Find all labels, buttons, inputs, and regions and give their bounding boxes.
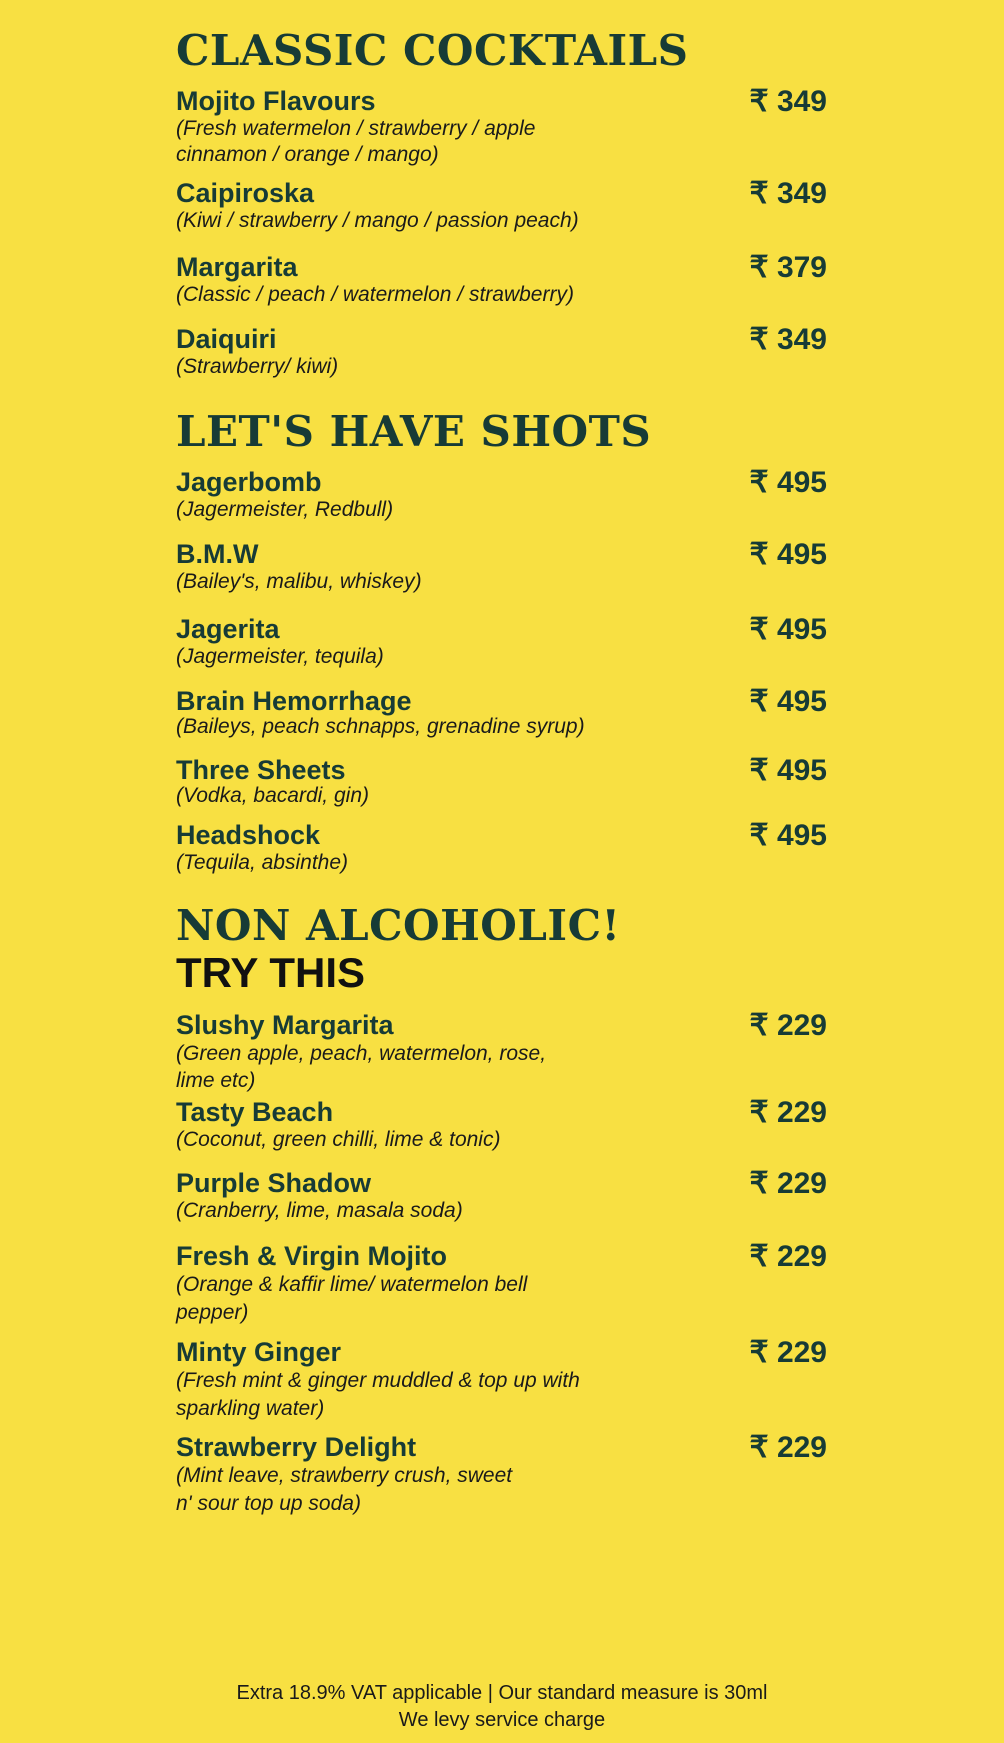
menu-item (176, 178, 836, 234)
menu-item (176, 1241, 836, 1327)
item-name: Daiquiri (176, 324, 277, 354)
menu-item (176, 1432, 836, 1518)
item-price: ₹ 495 (749, 685, 827, 718)
item-name: Jagerita (176, 614, 280, 644)
item-description: (Bailey's, malibu, whiskey) (176, 570, 422, 593)
item-name: Mojito Flavours (176, 86, 376, 116)
item-description: (Baileys, peach schnapps, grenadine syrup) (176, 715, 585, 738)
footer-vat-note: Extra 18.9% VAT applicable | Our standard measure is 30ml (236, 1682, 768, 1704)
item-description: (Green apple, peach, watermelon, rose, lime etc) (176, 1042, 547, 1092)
item-price: ₹ 495 (749, 466, 827, 499)
item-price: ₹ 379 (749, 251, 827, 284)
item-price: ₹ 495 (749, 819, 827, 852)
item-description: (Vodka, bacardi, gin) (176, 784, 369, 807)
menu-item (176, 1337, 836, 1423)
item-name: Margarita (176, 252, 298, 282)
menu-item (176, 820, 836, 876)
item-price: ₹ 229 (749, 1431, 827, 1464)
item-name: Caipiroska (176, 178, 315, 208)
footer-service-charge-note: We levy service charge (398, 1709, 606, 1731)
item-description: (Jagermeister, tequila) (176, 645, 384, 668)
item-price: ₹ 229 (749, 1336, 827, 1369)
menu-item (176, 1168, 836, 1224)
item-name: Tasty Beach (176, 1097, 334, 1127)
footer-note (0, 1680, 1004, 1734)
item-description: (Mint leave, strawberry crush, sweet n' sour top up soda) (176, 1464, 513, 1515)
menu-item (176, 539, 836, 595)
item-price: ₹ 349 (749, 177, 827, 210)
item-name: Purple Shadow (176, 1168, 372, 1198)
item-name: Three Sheets (176, 755, 346, 785)
item-name: Jagerbomb (176, 467, 322, 497)
item-name: Headshock (176, 820, 321, 850)
section-title-classic-cocktails: CLASSIC COCKTAILS (176, 26, 689, 75)
menu-item (176, 252, 836, 308)
item-price: ₹ 495 (749, 538, 827, 571)
menu-item (176, 1097, 836, 1153)
menu-item (176, 467, 836, 523)
item-description: (Cranberry, lime, masala soda) (176, 1199, 463, 1222)
item-price: ₹ 229 (749, 1240, 827, 1273)
item-price: ₹ 229 (749, 1167, 827, 1200)
menu-item (176, 755, 836, 807)
section-subtitle-try-this: TRY THIS (176, 949, 366, 996)
item-price: ₹ 349 (749, 323, 827, 356)
section-title-shots: LET'S HAVE SHOTS (176, 407, 652, 456)
menu-item (176, 324, 836, 380)
item-name: B.M.W (176, 539, 259, 569)
item-description: (Fresh watermelon / strawberry / apple cinnamon / orange / mango) (176, 117, 536, 166)
item-price: ₹ 229 (749, 1096, 827, 1129)
menu-item (176, 1010, 836, 1094)
item-name: Fresh & Virgin Mojito (176, 1241, 448, 1271)
item-description: (Classic / peach / watermelon / strawberry) (176, 283, 574, 306)
item-description: (Jagermeister, Redbull) (176, 498, 394, 521)
section-title-non-alcoholic: NON ALCOHOLIC! (176, 901, 621, 950)
item-name: Slushy Margarita (176, 1010, 394, 1040)
item-description: (Kiwi / strawberry / mango / passion peach) (176, 209, 579, 232)
item-price: ₹ 495 (749, 754, 827, 787)
menu-item (176, 614, 836, 670)
item-name: Minty Ginger (176, 1337, 342, 1367)
item-description: (Fresh mint & ginger muddled & top up with sparkling water) (176, 1369, 580, 1420)
menu-item (176, 686, 836, 738)
item-name: Brain Hemorrhage (176, 686, 412, 716)
item-price: ₹ 495 (749, 613, 827, 646)
item-price: ₹ 229 (749, 1009, 827, 1042)
item-price: ₹ 349 (749, 85, 827, 118)
item-description: (Tequila, absinthe) (176, 851, 348, 874)
menu-item (176, 86, 836, 168)
item-description: (Coconut, green chilli, lime & tonic) (176, 1128, 501, 1151)
item-name: Strawberry Delight (176, 1432, 417, 1462)
item-description: (Strawberry/ kiwi) (176, 355, 339, 378)
item-description: (Orange & kaffir lime/ watermelon bell pepper) (176, 1273, 528, 1324)
